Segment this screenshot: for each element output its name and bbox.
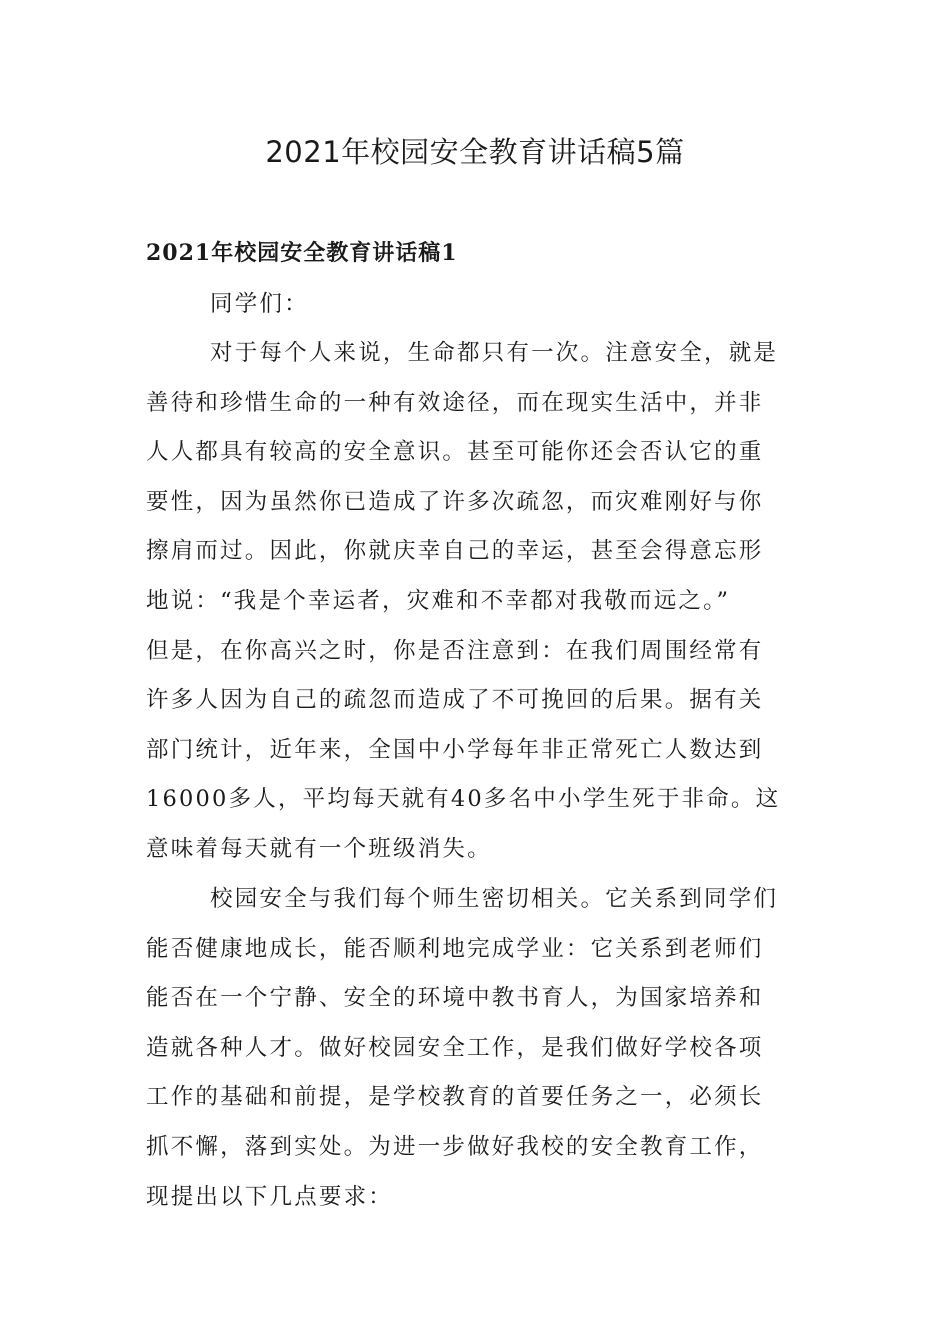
- paragraph-line: 对于每个人来说，生命都只有一次。注意安全，就是: [210, 340, 779, 366]
- paragraph-1: [146, 329, 806, 875]
- paragraph-line: 许多人因为自己的疏忽而造成了不可挽回的后果。据有关: [146, 687, 764, 714]
- paragraph-line: 工作的基础和前提，是学校教育的首要任务之一，必须长: [146, 1084, 764, 1111]
- document-title: 2021年校园安全教育讲话稿5篇: [265, 135, 685, 169]
- section-heading: 2021年校园安全教育讲话稿1: [146, 240, 458, 266]
- paragraph-line: 地说：“我是个幸运者，灾难和不幸都对我敬而远之。”: [146, 587, 731, 614]
- paragraph-2: [146, 875, 806, 1222]
- paragraph-line: 人人都具有较高的安全意识。甚至可能你还会否认它的重: [146, 439, 764, 466]
- greeting: 同学们：: [210, 291, 309, 317]
- paragraph-line: 擦肩而过。因此，你就庆幸自己的幸运，甚至会得意忘形: [146, 538, 764, 565]
- paragraph-line: 意味着每天就有一个班级消失。: [146, 835, 492, 862]
- paragraph-line: 现提出以下几点要求：: [146, 1183, 394, 1210]
- paragraph-line: 造就各种人才。做好校园安全工作，是我们做好学校各项: [146, 1034, 764, 1061]
- paragraph-line: 16000多人，平均每天就有40多名中小学生死于非命。这: [146, 786, 781, 813]
- paragraph-line: 能否在一个宁静、安全的环境中教书育人，为国家培养和: [146, 985, 764, 1012]
- paragraph-line: 要性，因为虽然你已造成了许多次疏忽，而灾难刚好与你: [146, 488, 764, 515]
- paragraph-line: 善待和珍惜生命的一种有效途径，而在现实生活中，并非: [146, 389, 764, 416]
- paragraph-line: 能否健康地成长，能否顺利地完成学业：它关系到老师们: [146, 935, 764, 962]
- paragraph-line: 抓不懈，落到实处。为进一步做好我校的安全教育工作，: [146, 1133, 764, 1160]
- paragraph-line: 但是，在你高兴之时，你是否注意到：在我们周围经常有: [146, 637, 764, 664]
- paragraph-line: 校园安全与我们每个师生密切相关。它关系到同学们: [210, 886, 779, 912]
- paragraph-line: 部门统计，近年来，全国中小学每年非正常死亡人数达到: [146, 736, 764, 763]
